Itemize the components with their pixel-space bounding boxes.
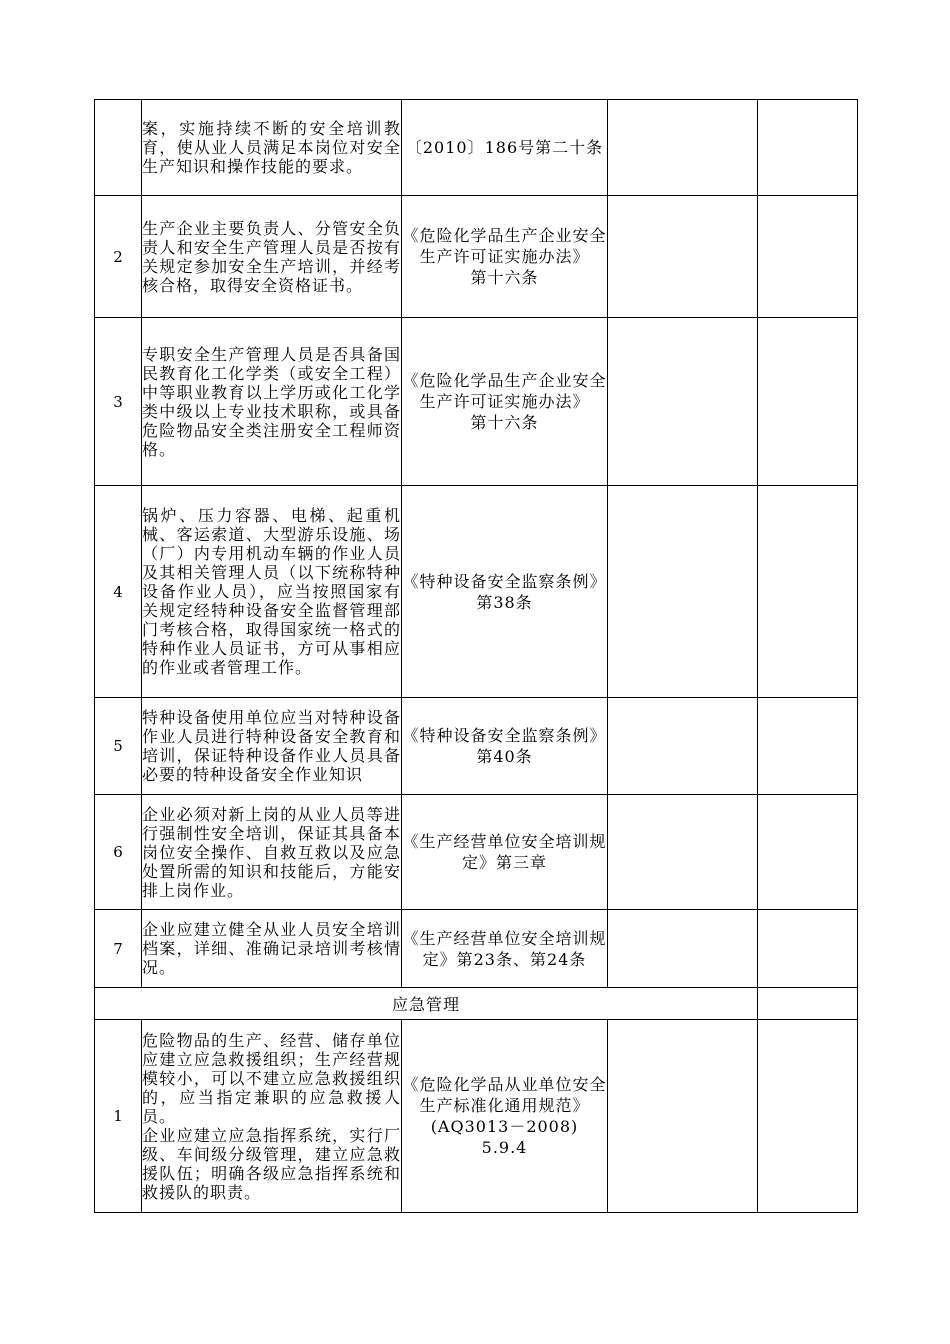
result-cell: [608, 910, 758, 988]
result-cell: [608, 196, 758, 318]
remark-cell: [758, 795, 858, 910]
legal-basis: 〔2010〕186号第二十条: [402, 100, 608, 196]
row-number: 1: [95, 1020, 142, 1213]
legal-basis: 《生产经营单位安全培训规定》第23条、第24条: [402, 910, 608, 988]
row-number: 4: [95, 486, 142, 698]
result-cell: [608, 1020, 758, 1213]
check-item: [142, 1020, 402, 1213]
row-number: 6: [95, 795, 142, 910]
inspection-table: [94, 99, 858, 1213]
section-title: 应急管理: [95, 988, 758, 1020]
row-number: 5: [95, 698, 142, 795]
table-row: [95, 698, 858, 795]
check-item-paragraph: 企业应建立应急指挥系统，实行厂级、车间级分级管理，建立应急救援队伍；明确各级应急指挥系统和救援队的职责。: [142, 1125, 401, 1202]
result-cell: [608, 795, 758, 910]
check-item: 案，实施持续不断的安全培训教育，使从业人员满足本岗位对安全生产知识和操作技能的要求。: [142, 100, 402, 196]
remark-cell: [758, 196, 858, 318]
table-row: [95, 910, 858, 988]
legal-basis: 《特种设备安全监察条例》第38条: [402, 486, 608, 698]
remark-cell: [758, 486, 858, 698]
check-item-paragraph: 危险物品的生产、经营、储存单位应建立应急救援组织；生产经营规模较小，可以不建立应急救援组织的，应当指定兼职的应急救援人员。: [142, 1030, 401, 1126]
result-cell: [608, 318, 758, 486]
row-number: 2: [95, 196, 142, 318]
remark-cell: [758, 988, 858, 1020]
table-row: [95, 100, 858, 196]
check-item: 企业必须对新上岗的从业人员等进行强制性安全培训，保证其具备本岗位安全操作、自救互救以及应急处置所需的知识和技能后，方能安排上岗作业。: [142, 795, 402, 910]
table-row: [95, 795, 858, 910]
section-header-row: [95, 988, 858, 1020]
row-number: 7: [95, 910, 142, 988]
check-item: 特种设备使用单位应当对特种设备作业人员进行特种设备安全教育和培训，保证特种设备作业人员具备必要的特种设备安全作业知识: [142, 698, 402, 795]
result-cell: [608, 698, 758, 795]
remark-cell: [758, 698, 858, 795]
remark-cell: [758, 100, 858, 196]
table-row: [95, 486, 858, 698]
legal-basis: 《危险化学品生产企业安全生产许可证实施办法》 第十六条: [402, 318, 608, 486]
legal-basis: 《危险化学品生产企业安全生产许可证实施办法》 第十六条: [402, 196, 608, 318]
row-number: 3: [95, 318, 142, 486]
result-cell: [608, 100, 758, 196]
table-row: [95, 196, 858, 318]
table-row: [95, 1020, 858, 1213]
check-item: 专职安全生产管理人员是否具备国民教育化工化学类（或安全工程）中等职业教育以上学历或化工化学类中级以上专业技术职称，或具备危险物品安全类注册安全工程师资格。: [142, 318, 402, 486]
legal-basis: 《生产经营单位安全培训规定》第三章: [402, 795, 608, 910]
table-row: [95, 318, 858, 486]
check-item: 生产企业主要负责人、分管安全负责人和安全生产管理人员是否按有关规定参加安全生产培训，并经考核合格，取得安全资格证书。: [142, 196, 402, 318]
remark-cell: [758, 910, 858, 988]
remark-cell: [758, 1020, 858, 1213]
legal-basis: 《危险化学品从业单位安全生产标准化通用规范》(AQ3013－2008) 5.9.4: [402, 1020, 608, 1213]
row-number: [95, 100, 142, 196]
check-item: 锅炉、压力容器、电梯、起重机械、客运索道、大型游乐设施、场（厂）内专用机动车辆的作业人员及其相关管理人员（以下统称特种设备作业人员），应当按照国家有关规定经特种设备安全监督管理部门考核合格，取得国家统一格式的特种作业人员证书，方可从事相应的作业或者管理工作。: [142, 486, 402, 698]
legal-basis: 《特种设备安全监察条例》第40条: [402, 698, 608, 795]
check-item: 企业应建立健全从业人员安全培训档案，详细、准确记录培训考核情况。: [142, 910, 402, 988]
remark-cell: [758, 318, 858, 486]
result-cell: [608, 486, 758, 698]
